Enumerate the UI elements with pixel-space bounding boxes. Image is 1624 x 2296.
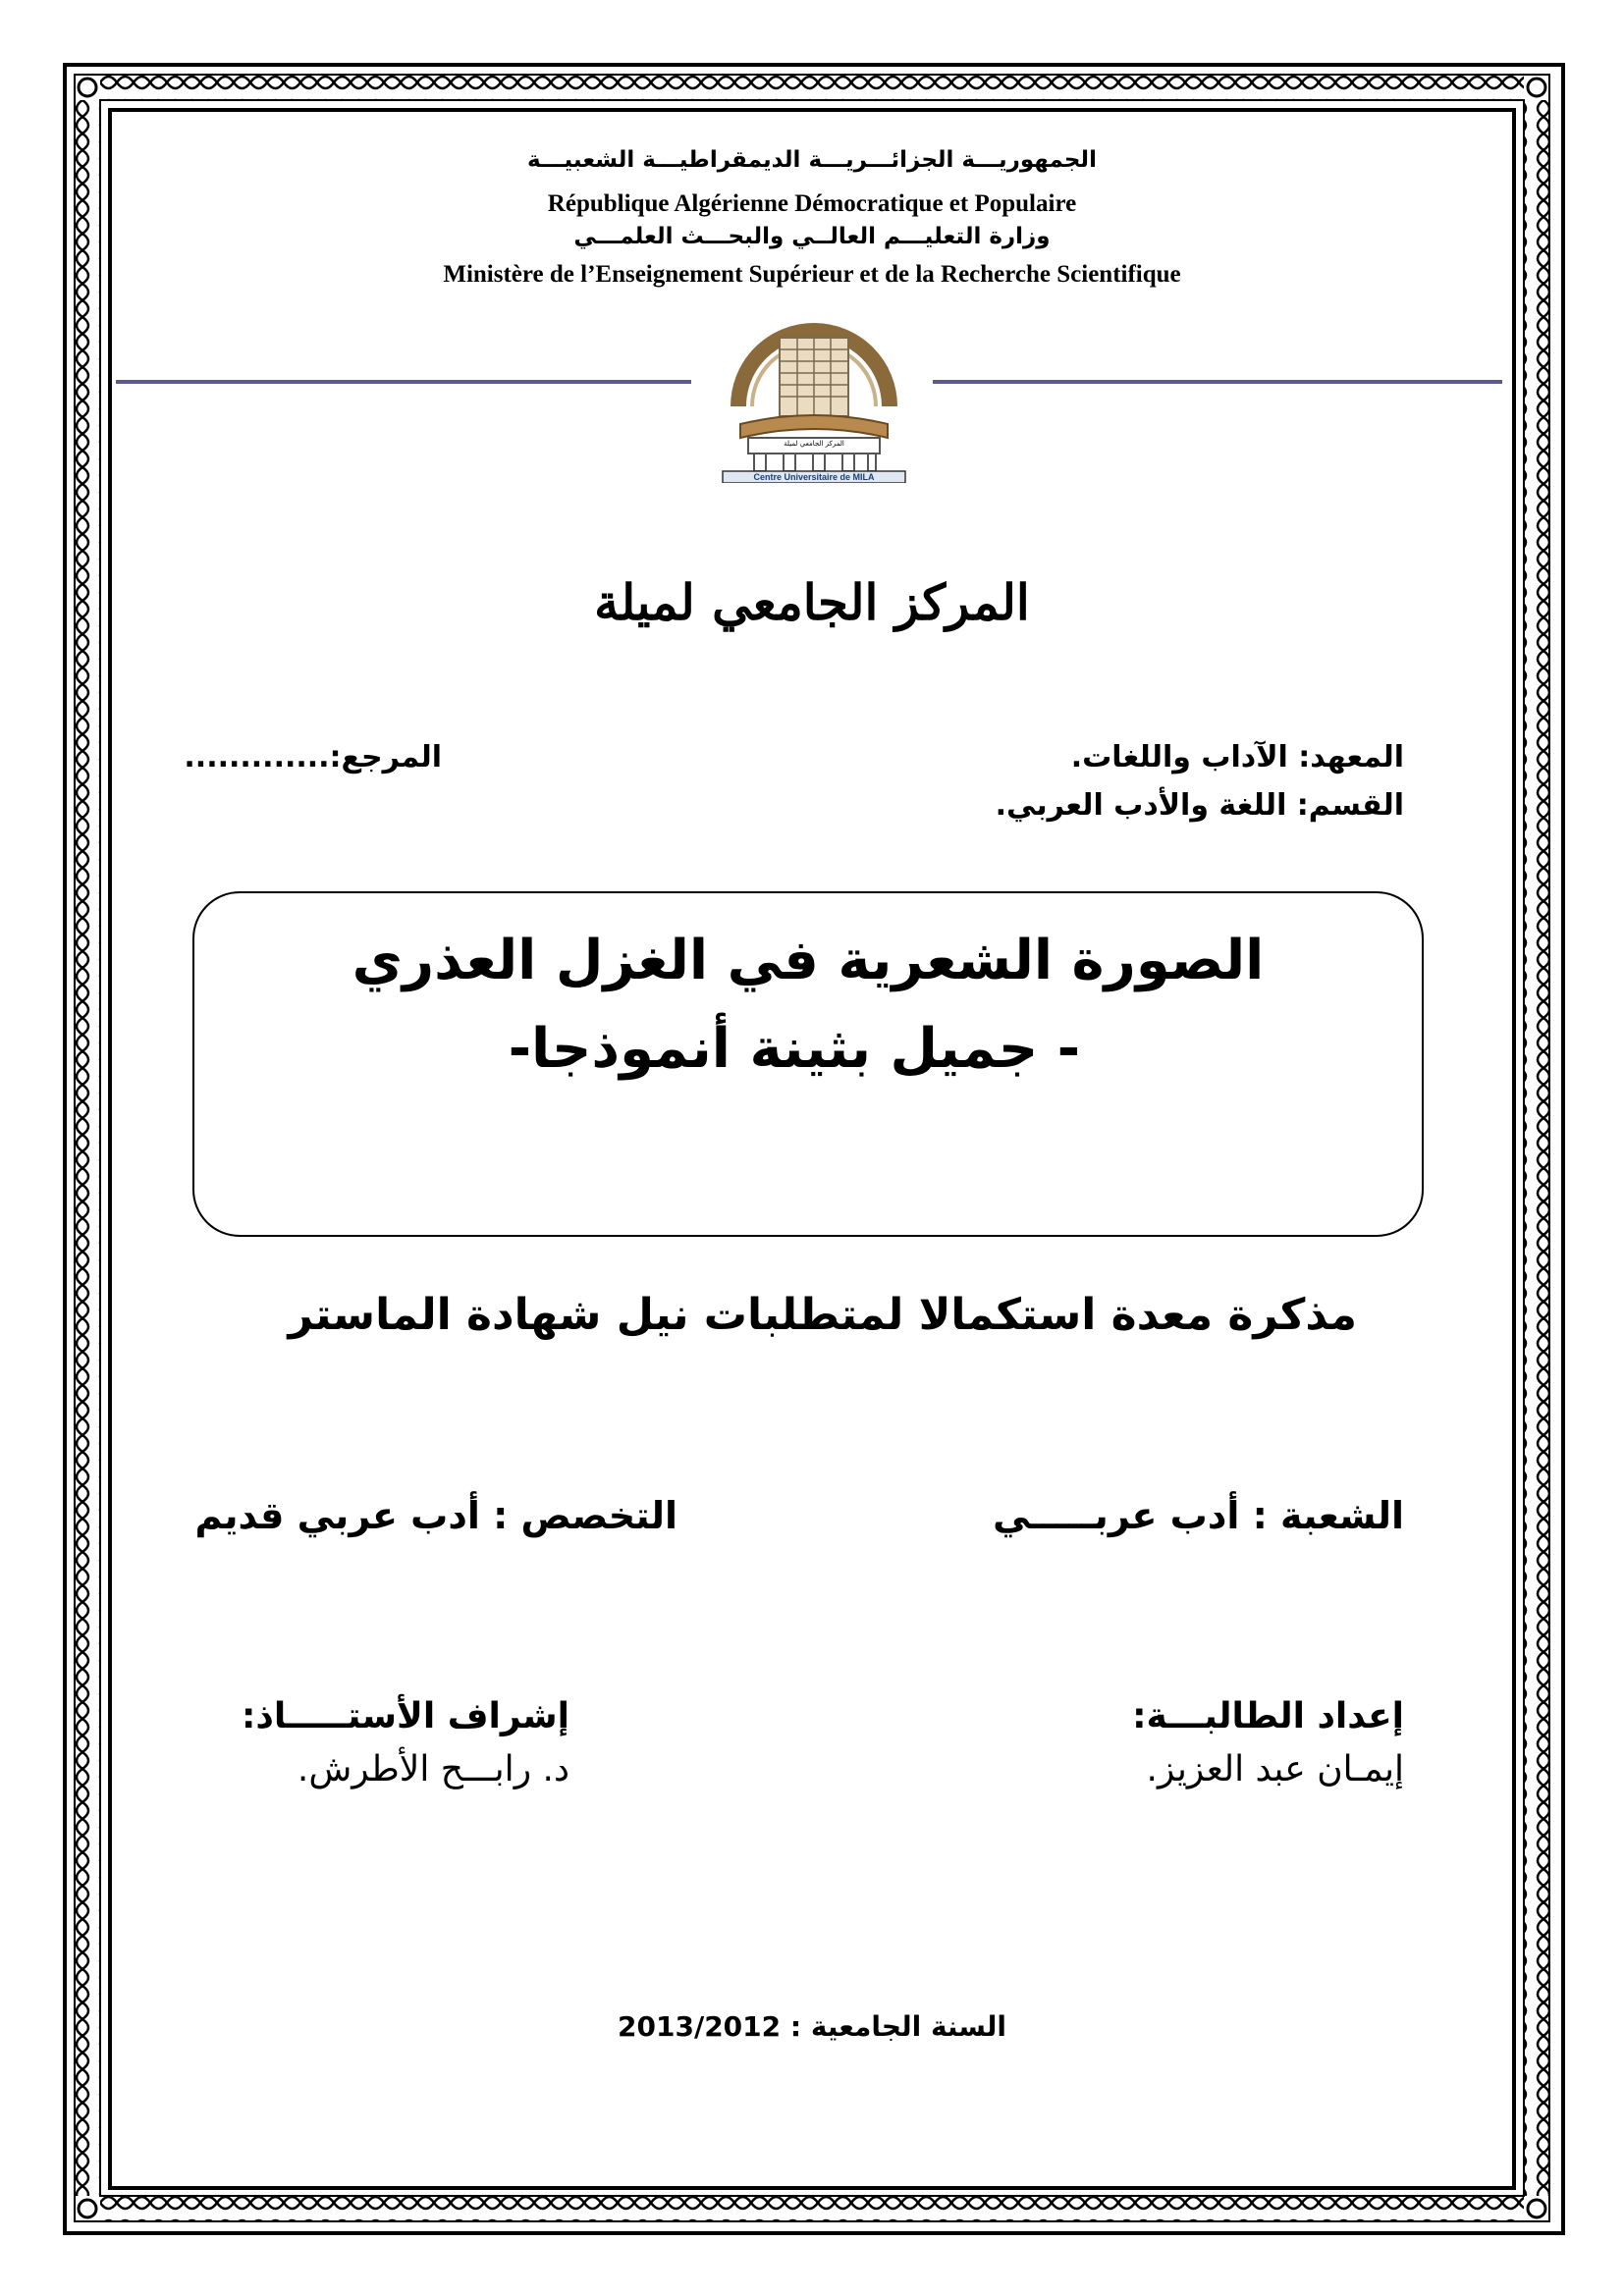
header-rule-left	[116, 380, 691, 384]
institute-field: المعهد: الآداب واللغات.	[1070, 740, 1404, 774]
student-label: إعداد الطالبـــة:	[1132, 1696, 1404, 1736]
university-logo	[721, 316, 907, 483]
logo-caption: Centre Universitaire de MILA	[753, 472, 875, 482]
supervisor-name: د. رابـــح الأطرش.	[297, 1749, 569, 1789]
center-name: المركز الجامعي لميلة	[594, 573, 1030, 631]
supervisor-label: إشراف الأستـــــاذ:	[242, 1696, 569, 1736]
ministry-arabic: وزارة التعليـــم العالــي والبحـــث العلمـــي	[573, 224, 1051, 249]
branch-field: الشعبة : أدب عربـــــي	[993, 1494, 1404, 1537]
ministry-french: Ministère de l’Enseignement Supérieur et de la Recherche Scientifique	[443, 261, 1181, 288]
header-rule-right	[933, 380, 1502, 384]
reference-field: المرجع:.............	[184, 740, 442, 774]
logo-inner-text: المركز الجامعي لميلة	[784, 440, 844, 448]
student-name: إيمـان عبد العزيز.	[1146, 1749, 1404, 1789]
republic-french: République Algérienne Démocratique et Populaire	[547, 190, 1077, 217]
academic-year: السنة الجامعية : 2013/2012	[618, 2010, 1006, 2043]
thesis-title-line1: الصورة الشعرية في الغزل العذري	[352, 929, 1265, 992]
thesis-title-line2: - جميل بثينة أنموذجا-	[508, 1017, 1080, 1081]
specialty-field: التخصص : أدب عربي قديم	[194, 1494, 677, 1537]
memo-statement: مذكرة معدة استكمالا لمتطلبات نيل شهادة الماستر	[288, 1290, 1357, 1340]
republic-arabic: الجمهوريـــة الجزائـــريـــة الديمقراطيـــة الشعبيـــة	[527, 147, 1097, 173]
department-field: القسم: اللغة والأدب العربي.	[995, 788, 1404, 823]
